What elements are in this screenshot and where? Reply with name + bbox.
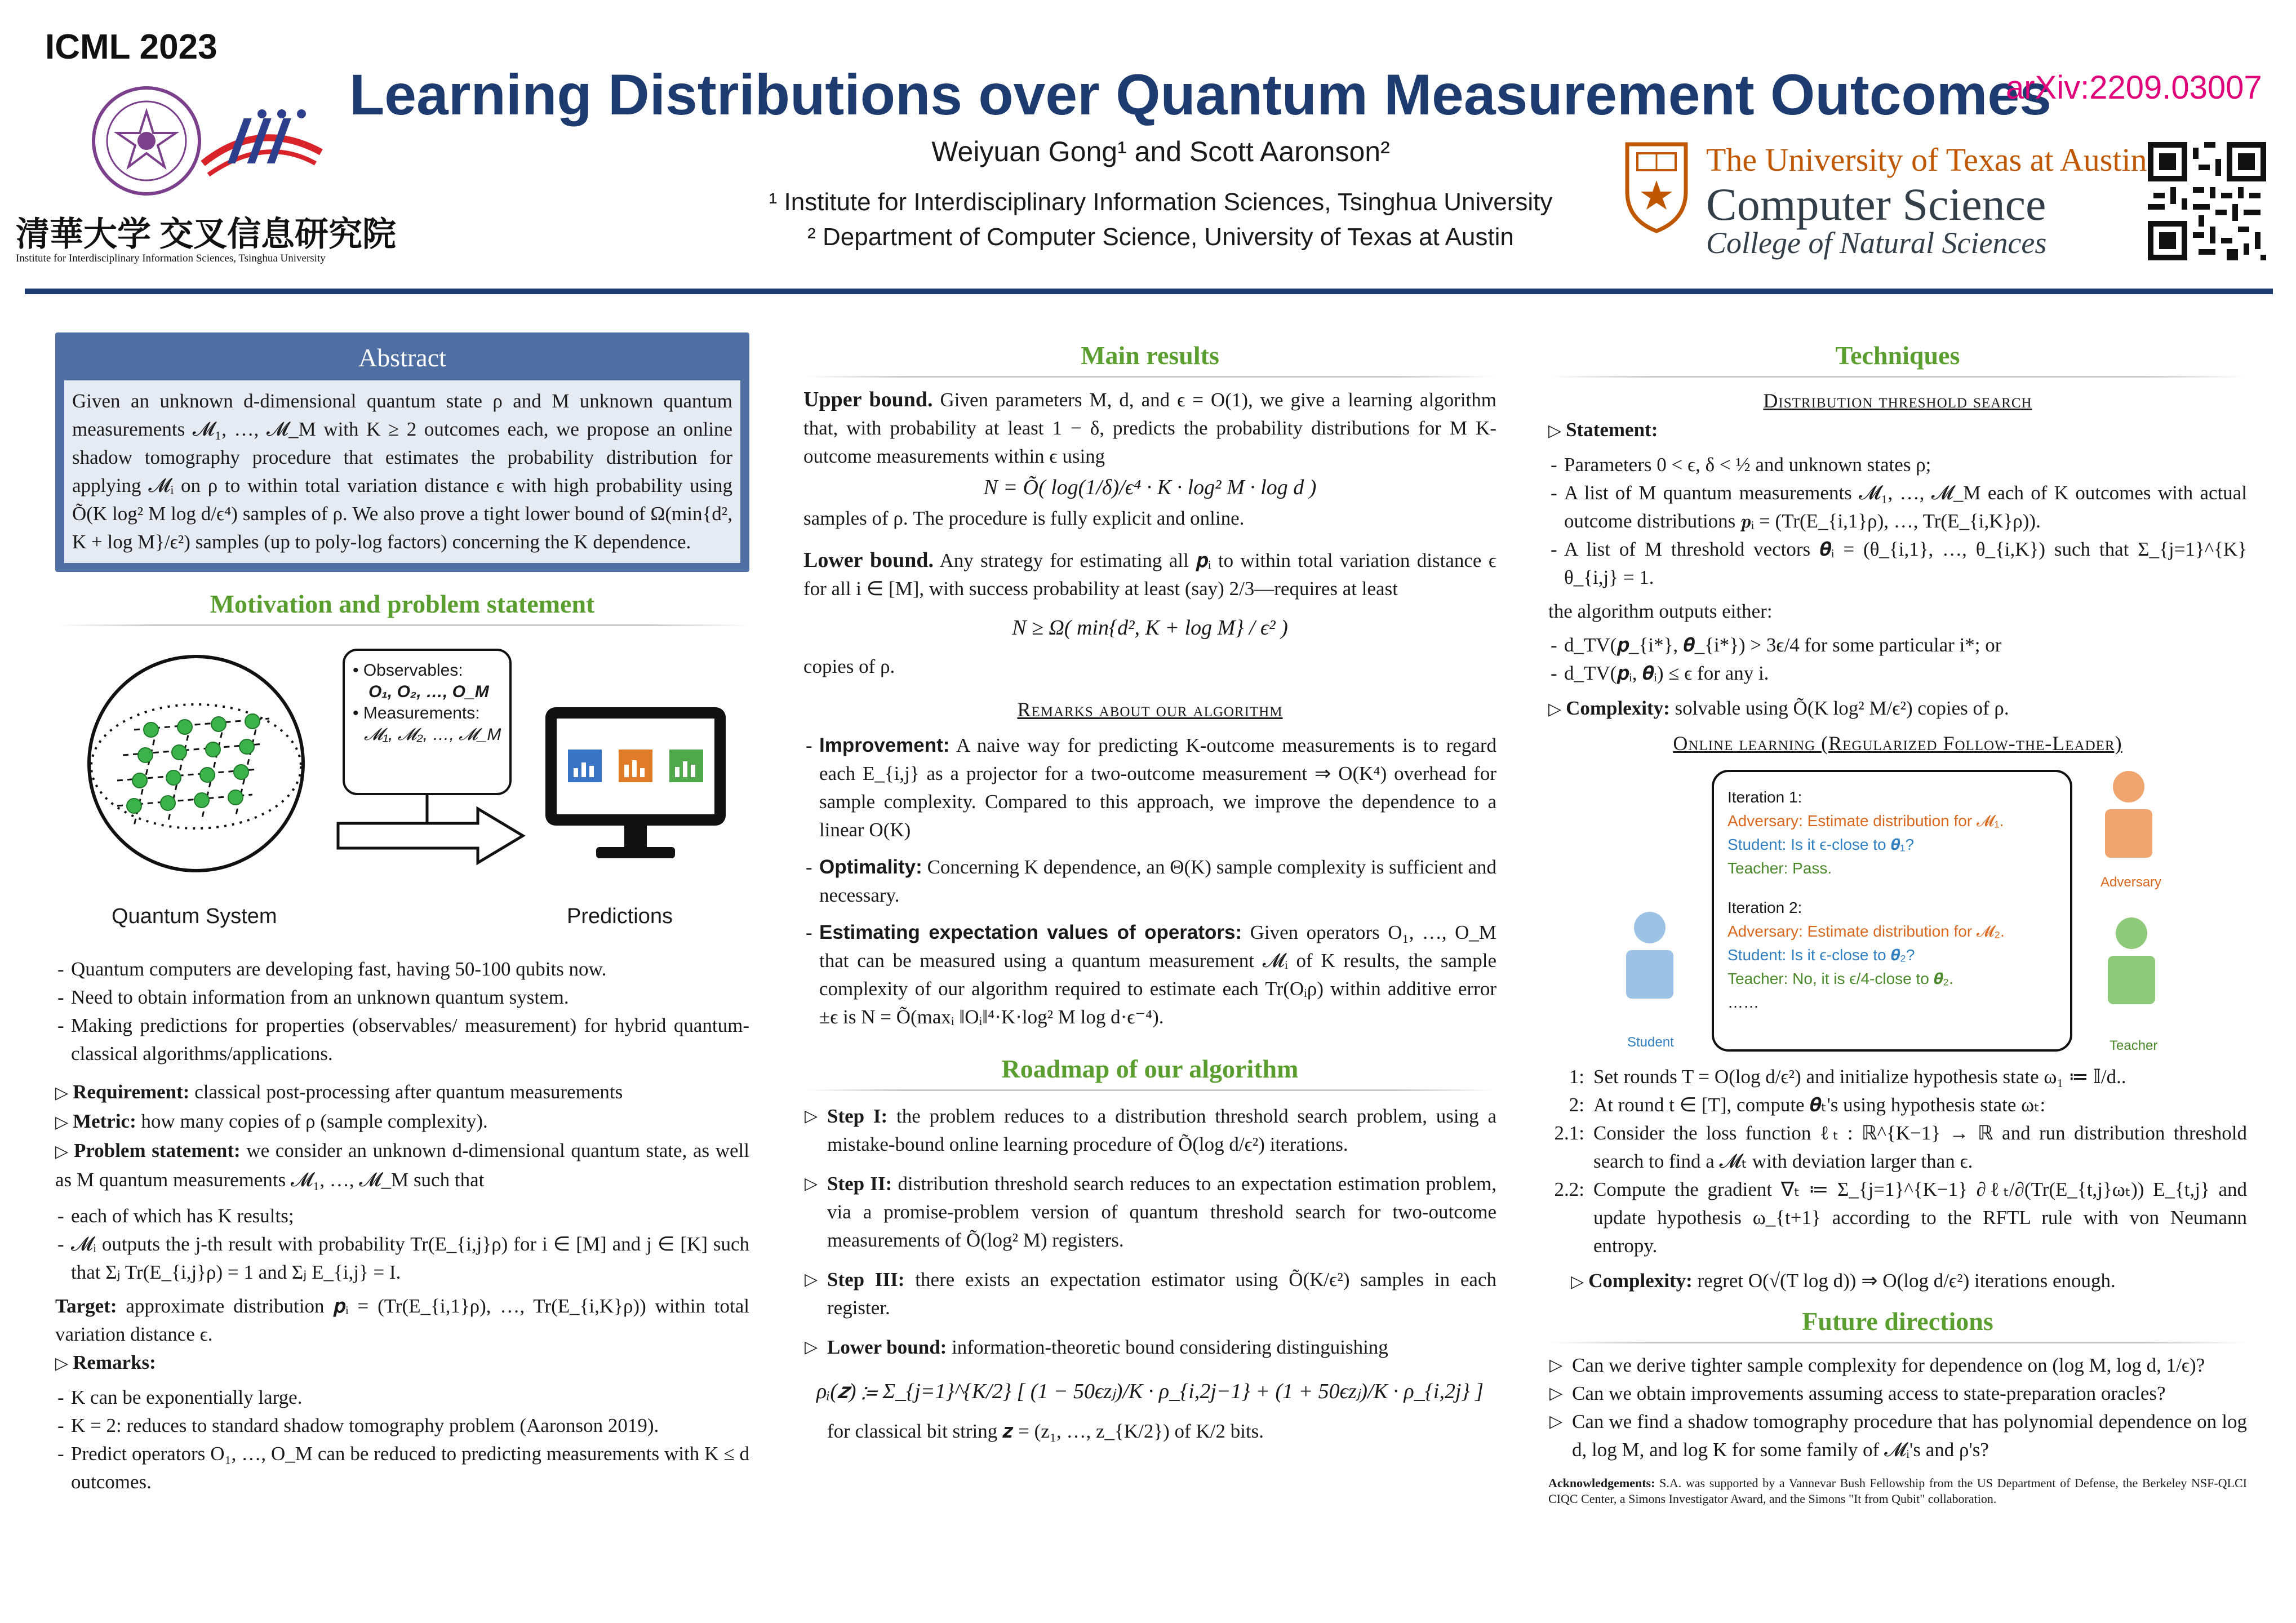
lower-bound-state-equation: ρᵢ(𝒛) ≔ Σ_{j=1}^{K/2} [ (1 − 50ϵzⱼ)/K · ρ_{i,2j−1} + (1 + 50ϵzⱼ)/K · ρ_{i,2j} ] [816,1380,1484,1403]
iterations-box: Iteration 1: Adversary: Estimate distribution for 𝓜₁. Student: Is it ϵ-close to 𝜽̃₁? Teacher: Pass. Iteration 2: Adversary: Estimate distribution for 𝓜₂. Student: Is it ϵ-close to 𝜽̃₂? Teacher: No, it is ϵ/4-close to 𝜽̃₂. …… [1712,770,2072,1052]
target-label: Target: [55,1295,117,1317]
online-learning-title: Online learning (Regularized Follow-the-Leader) [1673,732,2122,755]
complexity2-label: Complexity: [1588,1270,1693,1292]
list-item: - Improvement: A naive way for predicting K-outcome measurements is to regard each E_{i,j} as a projector for a two-outcome measurement ⇒ O(K⁴) overhead for sample complexity. Compared to this approach, we improve the dependence to a linear O(K) [803,731,1496,844]
list-item: - A list of M quantum measurements 𝓜₁, …, 𝓜_M each of K outcomes with actual outcome distributions 𝒑ᵢ = (Tr(E_{i,1}ρ), …, Tr(E_{i,K}ρ)). [1548,479,2247,535]
triangle-icon: ▷ [55,1142,69,1161]
complexity-text: solvable using Õ(K log² M/ϵ²) copies of ρ. [1675,697,2009,719]
iiis-logo [197,107,327,186]
tsinghua-subtitle: Institute for Interdisciplinary Information Sciences, Tsinghua University [16,252,326,264]
ut-college: College of Natural Sciences [1706,226,2047,260]
section-rule [803,376,1496,378]
outputs-intro: the algorithm outputs either: [1548,600,1773,622]
affiliation-2: ² Department of Computer Science, University of Texas at Austin [807,223,1514,251]
ut-department: Computer Science [1706,179,2046,230]
lower-bound-equation: N ≥ Ω( min{d², K + log M} / ϵ² ) [1012,616,1288,640]
list-item: - each of which has K results; [55,1202,749,1230]
list-item: ▷ Lower bound: information-theoretic bound considering distinguishing [803,1333,1496,1362]
algorithm-line: 2.1: Consider the loss function ℓₜ : ℝ^{K−1} → ℝ and run distribution threshold search to find a 𝓜ₜ with deviation larger than ϵ. [1554,1122,2247,1172]
list-item: ▷ Can we obtain improvements assuming access to state-preparation oracles? [1548,1380,2247,1408]
motivation-figure [55,640,749,955]
list-item: ▷ Step III: there exists an expectation estimator using Õ(K/ϵ²) samples in each register. [803,1266,1496,1322]
ut-name: The University of Texas at Austin [1706,141,2147,178]
lower-bound-text: Any strategy for estimating all 𝒑ᵢ to within total variation distance ϵ for all i ∈ [M], with success probability at least (say) 2/3—requires at least [803,549,1496,600]
quantum-system-icon [83,651,309,876]
measurements-list: 𝓜₁, 𝓜₂, …, 𝓜_M [364,725,501,744]
abstract-title: Abstract [358,343,446,372]
list-item: ▷ Step I: the problem reduces to a distribution threshold search problem, using a mistake-bound online learning procedure of Õ(log d/ϵ²) iterations. [803,1102,1496,1159]
adversary-figure-icon [2100,770,2157,860]
statement-label: Statement: [1566,419,1658,441]
remarks-list [803,731,1496,1031]
complexity2-text: regret O(√(T log d)) ⇒ O(log d/ϵ²) iterations enough. [1697,1270,2116,1292]
acknowledgements: Acknowledgements: S.A. was supported by a Vannevar Bush Fellowship from the US Department of Defense, the Berkeley NSF-QLCI CIQC Center, a Simons Investigator Award, and the Simons "It from Qubit" collaboration. [1548,1476,2248,1506]
list-item: ▷ Can we find a shadow tomography procedure that has polynomial dependence on log d, log M, and log K for some family of 𝓜ᵢ's and ρ's? [1548,1408,2247,1464]
tsinghua-seal-logo [90,85,203,197]
lower-bound-label: Lower bound. [803,548,934,572]
upper-bound-text: Given parameters M, d, and ϵ = O(1), we give a learning algorithm that, with probability at least 1 − δ, predicts the probability distributions for M K-outcome measurements within ϵ using [803,389,1496,467]
list-item: - Optimality: Concerning K dependence, an Θ(K) sample complexity is sufficient and necessary. [803,853,1496,910]
main-results-title: Main results [1081,341,1219,370]
list-item: - K can be exponentially large. [55,1383,749,1412]
monitor-icon [540,702,731,871]
triangle-icon: ▷ [1548,700,1562,719]
list-item: - Parameters 0 < ϵ, δ < ½ and unknown states ρ; [1548,451,2247,479]
future-title: Future directions [1802,1307,1993,1336]
section-rule [1548,1342,2247,1343]
list-item: - d_TV(𝒑_{i*}, 𝜽_{i*}) > 3ϵ/4 for some particular i*; or [1548,631,2247,659]
column-right [1548,332,2247,1507]
future-items [1548,1351,2247,1464]
column-left: Abstract Given an unknown d-dimensional quantum state ρ and M unknown quantum measurements 𝓜₁, …, 𝓜_M with K ≥ 2 outcomes each, we propose an online shadow tomography procedure that estimates the probability distribution for applying 𝓜ᵢ on ρ to within total variation distance ϵ with high probability using Õ(K log² M log d/ϵ⁴) samples of ρ. We also prove a tight lower bound of Ω(min{d², K + log M}/ϵ²) samples (up to poly-log factors) concerning the K dependence. Motivation and problem statement • Observables: O₁, O₂, …, O_M • Measurements: 𝓜₁, 𝓜₂, …, 𝓜_M Quantum System Predictions - Quantum computers are developing fast, having 50-100 qubits now. - Need to obtain information from an unknown quantum system. - Making predictions for properties (observables/ measurement) for hybrid quantum-classical algorithms/applications. ▷ Requirement: classical post-processing after quantum measurements ▷ Metric: how many copies of ρ (sample complexity). ▷ Problem statement: we consider an unknown d-dimensional quantum state, as well as M quantum measurements 𝓜₁, …, 𝓜_M such that - each of which has K results; - 𝓜ᵢ outputs the j-th result with probability Tr(E_{i,j}ρ) for i ∈ [M] and j ∈ [K] such that Σⱼ Tr(E_{i,j}ρ) = 1 and Σⱼ E_{i,j} = I. Target: approximate distribution 𝒑ᵢ = (Tr(E_{i,1}ρ), …, Tr(E_{i,K}ρ)) within total variation distance ϵ. ▷ Remarks: - K can be exponentially large. - K = 2: reduces to standard shadow tomography problem (Aaronson 2019). - Predict operators O₁, …, O_M can be reduced to predicting measurements with K ≤ d outcomes. [55,332,749,1496]
complexity-label: Complexity: [1566,697,1670,719]
upper-bound-after: samples of ρ. The procedure is fully explicit and online. [803,507,1245,529]
triangle-icon: ▷ [55,1084,69,1102]
list-item: - Need to obtain information from an unknown quantum system. [55,983,749,1012]
list-item: - Quantum computers are developing fast, having 50-100 qubits now. [55,955,749,983]
remarks-items [55,1383,749,1496]
affiliation-1: ¹ Institute for Interdisciplinary Information Sciences, Tsinghua University [769,188,1553,216]
target-text: approximate distribution 𝒑ᵢ = (Tr(E_{i,1}ρ), …, Tr(E_{i,K}ρ)) within total variation distance ϵ. [55,1295,750,1345]
lower-bound-after: copies of ρ. [803,655,895,677]
teacher-figure-icon [2103,916,2160,1006]
motivation-bullets [55,955,749,1068]
student-label: Student [1627,1035,1674,1050]
list-item: ▷ Can we derive tighter sample complexity for dependence on (log M, log d, 1/ϵ)? [1548,1351,2247,1380]
abstract-text: Given an unknown d-dimensional quantum state ρ and M unknown quantum measurements 𝓜₁, …, 𝓜_M with K ≥ 2 outcomes each, we propose an online shadow tomography procedure that estimates the probability distribution for applying 𝓜ᵢ on ρ to within total variation distance ϵ with high probability using Õ(K log² M log d/ϵ⁴) samples of ρ. We also prove a tight lower bound of Ω(min{d², K + log M}/ϵ²) samples (up to poly-log factors) concerning the K dependence. [64,380,740,563]
abstract-box [55,332,749,572]
remarks-label: Remarks: [73,1351,156,1373]
section-rule [1548,376,2247,378]
remarks-title: Remarks about our algorithm [1017,698,1283,721]
section-rule [55,624,749,626]
list-item: - Predict operators O₁, …, O_M can be reduced to predicting measurements with K ≤ d outcomes. [55,1440,749,1496]
ut-shield-logo [1623,141,1690,234]
list-item: ▷ Step II: distribution threshold search reduces to an expectation estimation problem, via a promise-problem version of quantum threshold search for two-outcome measurements of Õ(log² M) registers. [803,1170,1496,1254]
header-divider [25,289,2273,294]
list-item: - 𝓜ᵢ outputs the j-th result with probability Tr(E_{i,j}ρ) for i ∈ [M] and j ∈ [K] such that Σⱼ Tr(E_{i,j}ρ) = 1 and Σⱼ E_{i,j} = I. [55,1230,749,1287]
teacher-label: Teacher [2110,1038,2158,1053]
list-item: - Estimating expectation values of operators: Given operators O₁, …, O_M that can be measured using a quantum measurement 𝓜ᵢ of K results, the sample complexity of our algorithm required to estimate each Tr(Oᵢρ) within additive error ±ϵ is N = Õ(maxᵢ ‖Oᵢ‖⁴·K·log² M log d·ϵ⁻⁴). [803,919,1496,1031]
triangle-icon: ▷ [1548,422,1562,440]
observables-box: • Observables: O₁, O₂, …, O_M • Measurements: 𝓜₁, 𝓜₂, …, 𝓜_M [343,649,512,795]
list-item: - K = 2: reduces to standard shadow tomography problem (Aaronson 2019). [55,1412,749,1440]
list-item: - d_TV(𝒑ᵢ, 𝜽ᵢ) ≤ ϵ for any i. [1548,659,2247,688]
roadmap-lower-after: for classical bit string 𝒛 = (z₁, …, z_{K/2}) of K/2 bits. [827,1420,1264,1442]
algorithm-line: 2: At round t ∈ [T], compute 𝜽ₜ's using hypothesis state ωₜ: [1569,1094,2046,1116]
motivation-title: Motivation and problem statement [210,589,595,618]
upper-bound-equation: N = Õ( log(1/δ)/ϵ⁴ · K · log² M · log d ) [983,476,1317,499]
measurements-heading: Measurements: [363,704,480,722]
statement-items [1548,451,2247,592]
list-item: - A list of M threshold vectors 𝜽ᵢ = (θ_{i,1}, …, θ_{i,K}) such that Σ_{j=1}^{K} θ_{i,j} = 1. [1548,535,2247,592]
adversary-label: Adversary [2100,875,2162,890]
roadmap-title: Roadmap of our algorithm [1001,1054,1299,1083]
techniques-title: Techniques [1835,341,1960,370]
outputs-items [1548,631,2247,688]
upper-bound-label: Upper bound. [803,388,933,411]
arxiv-link[interactable]: arXiv:2209.03007 [2006,69,2262,106]
triangle-icon: ▷ [55,1113,69,1132]
poster-title: Learning Distributions over Quantum Measurement Outcomes [349,63,2051,127]
problem-items [55,1202,749,1287]
tsinghua-name: 清華大学 交叉信息研究院 [16,216,396,253]
observables-heading: Observables: [363,661,463,680]
triangle-icon: ▷ [55,1354,69,1373]
section-rule [803,1089,1496,1091]
triangle-icon: ▷ [1571,1272,1584,1291]
observables-list: O₁, O₂, …, O_M [368,682,489,701]
roadmap-steps [803,1102,1496,1362]
algorithm-steps [1548,1063,2247,1260]
conference-label: ICML 2023 [45,28,217,66]
online-learning-figure [1548,764,2247,1057]
algorithm-line: 2.2: Compute the gradient ∇ₜ ≔ Σ_{j=1}^{K−1} ∂ℓₜ/∂(Tr(E_{t,j}ωₜ)) E_{t,j} and update hypothesis ω_{t+1} according to the RFTL rule with von Neumann entropy. [1554,1178,2247,1257]
algorithm-line: 1: Set rounds T = O(log d/ϵ²) and initialize hypothesis state ω₁ ≔ 𝕀/d.. [1569,1066,2126,1088]
predictions-label: Predictions [567,904,673,928]
student-figure-icon [1622,911,1678,1001]
dts-title: Distribution threshold search [1763,389,2032,412]
column-middle [803,332,1496,1445]
authors: Weiyuan Gong¹ and Scott Aaronson² [931,136,1390,167]
qr-code[interactable] [2148,142,2266,260]
list-item: - Making predictions for properties (observables/ measurement) for hybrid quantum-classical algorithms/applications. [55,1012,749,1068]
quantum-system-label: Quantum System [112,904,277,928]
arrow-icon [331,793,557,872]
